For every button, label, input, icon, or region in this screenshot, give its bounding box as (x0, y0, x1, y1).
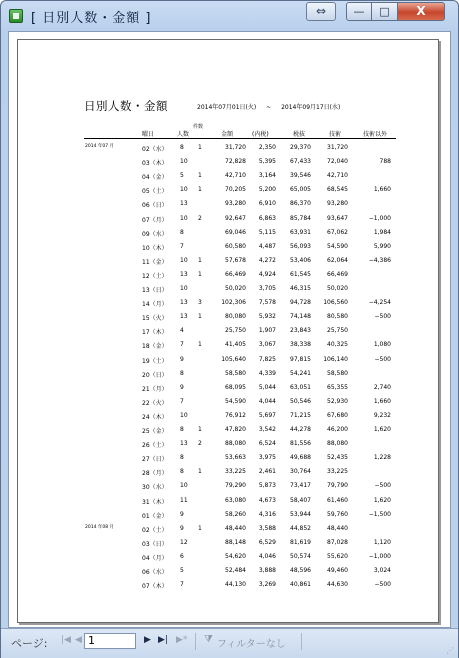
row-tax-ex: 53,944 (290, 510, 311, 518)
row-day: 21（月） (142, 385, 168, 393)
row-amount: 92,647 (225, 214, 246, 222)
row-tax-in: 5,115 (258, 228, 276, 236)
row-tax-in: 4,046 (258, 552, 276, 560)
row-day: 06（日） (142, 202, 168, 210)
row-count: 2 (198, 214, 202, 222)
row-tax-in: 3,164 (258, 172, 276, 180)
table-row (18, 384, 440, 398)
row-day: 27（日） (142, 456, 168, 464)
table-row (18, 271, 440, 285)
row-count: 1 (198, 186, 202, 194)
table-row (18, 313, 440, 327)
header-people: 人数 (177, 131, 190, 138)
row-amount: 60,580 (225, 242, 246, 250)
row-tax-ex: 48,596 (290, 567, 311, 574)
window-title: [ 日別人数・金額 ] (31, 11, 152, 26)
table-row (18, 327, 440, 341)
row-day: 12（土） (142, 272, 168, 280)
row-tax-in: 5,697 (258, 411, 276, 419)
row-day: 09（水） (142, 230, 168, 238)
row-amount: 68,095 (225, 383, 246, 391)
row-people: 13 (180, 313, 188, 321)
row-day: 14（月） (142, 301, 168, 309)
row-other: 1,660 (373, 397, 391, 405)
row-other: −1,000 (368, 214, 391, 222)
date-range (197, 102, 348, 111)
row-amount: 58,260 (225, 510, 246, 518)
row-tax-in: 4,924 (258, 270, 276, 278)
table-row (18, 567, 440, 581)
row-kc: 44,630 (327, 581, 348, 589)
row-amount: 52,484 (225, 567, 246, 574)
row-people: 10 (180, 256, 188, 264)
row-other: 1,984 (373, 228, 391, 236)
row-people: 10 (180, 158, 188, 166)
row-day: 05（土） (142, 188, 168, 196)
row-tax-ex: 53,406 (290, 256, 311, 264)
row-count: 1 (198, 256, 202, 264)
table-row (18, 186, 440, 200)
row-kc: 106,560 (323, 299, 348, 307)
row-tax-in: 5,044 (258, 383, 276, 391)
row-tax-ex: 85,784 (290, 214, 311, 222)
row-kc: 67,062 (327, 228, 348, 236)
row-other: 1,620 (373, 426, 391, 433)
row-amount: 31,720 (225, 144, 246, 151)
row-day: 01（金） (142, 512, 168, 520)
row-other: −500 (374, 581, 391, 589)
previous-page-icon[interactable]: ◀ (75, 635, 82, 645)
row-other: 5,990 (373, 242, 391, 250)
row-kc: 65,355 (327, 383, 348, 391)
minimize-button[interactable]: — (346, 2, 372, 21)
maximize-button[interactable]: □ (372, 2, 398, 21)
row-day: 03（日） (142, 540, 168, 548)
row-people: 4 (180, 327, 184, 335)
row-amount: 54,590 (225, 397, 246, 405)
row-tax-ex: 97,815 (290, 355, 311, 363)
row-amount: 88,080 (225, 440, 246, 448)
row-amount: 105,640 (221, 355, 246, 363)
row-people: 9 (180, 383, 184, 391)
row-people: 10 (180, 186, 188, 194)
header-tax-ex: 税抜 (293, 131, 306, 138)
row-tax-ex: 73,417 (290, 482, 311, 490)
row-amount: 53,663 (225, 454, 246, 462)
row-tax-ex: 63,051 (290, 383, 311, 391)
row-kc: 88,080 (327, 440, 348, 448)
row-tax-ex: 39,546 (290, 172, 311, 180)
row-day: 11（金） (142, 258, 168, 266)
row-other: 9,232 (373, 411, 391, 419)
last-page-icon[interactable]: ▶| (158, 635, 168, 645)
row-day: 31（木） (142, 498, 168, 506)
row-kc: 40,325 (327, 341, 348, 349)
header-kc: 技術 (329, 131, 342, 138)
row-kc: 93,280 (327, 200, 348, 208)
row-other: 1,080 (373, 341, 391, 349)
row-amount: 33,225 (225, 468, 246, 476)
row-tax-in: 4,316 (258, 510, 276, 518)
row-people: 8 (180, 369, 184, 377)
row-people: 12 (180, 538, 188, 546)
row-people: 8 (180, 228, 184, 236)
row-tax-in: 5,873 (258, 482, 276, 490)
row-people: 13 (180, 440, 188, 448)
row-tax-ex: 40,861 (290, 581, 311, 589)
row-people: 8 (180, 144, 184, 151)
table-row (18, 356, 440, 370)
table-row (18, 553, 440, 567)
row-tax-in: 2,350 (258, 144, 276, 151)
status-separator (195, 633, 196, 650)
row-people: 7 (180, 581, 184, 589)
row-tax-in: 4,487 (258, 242, 276, 250)
row-other: −500 (374, 355, 391, 363)
table-row (18, 172, 440, 186)
row-amount: 57,678 (225, 256, 246, 264)
row-tax-ex: 38,338 (290, 341, 311, 349)
row-kc: 55,620 (327, 552, 348, 560)
row-day: 10（木） (142, 244, 168, 252)
close-button[interactable]: X (398, 2, 445, 21)
row-tax-in: 4,044 (258, 397, 276, 405)
row-kc: 93,647 (327, 214, 348, 222)
row-tax-in: 3,588 (258, 524, 276, 532)
restore-window-tab-icon[interactable]: ⇔ (306, 2, 336, 21)
row-count: 1 (198, 468, 202, 476)
date-to: 2014年09月17日(水) (281, 104, 341, 111)
resize-grip-icon[interactable]: ⋰ (446, 646, 454, 655)
table-row (18, 370, 440, 384)
table-row (18, 539, 440, 553)
row-kc: 67,680 (327, 411, 348, 419)
row-tax-ex: 44,278 (290, 426, 311, 433)
row-amount: 41,405 (225, 341, 246, 349)
row-people: 7 (180, 242, 184, 250)
row-people: 8 (180, 454, 184, 462)
row-day: 07（木） (142, 583, 168, 591)
row-count: 1 (198, 313, 202, 321)
filter-status-button[interactable]: フィルターなし (217, 639, 286, 650)
row-tax-ex: 65,005 (290, 186, 311, 194)
table-row (18, 412, 440, 426)
row-day: 22（火） (142, 399, 168, 407)
row-kc: 31,720 (327, 144, 348, 151)
row-people: 10 (180, 285, 188, 292)
row-tax-in: 1,907 (258, 327, 276, 335)
row-count: 2 (198, 440, 202, 448)
table-row (18, 285, 440, 299)
table-row (18, 144, 440, 158)
first-page-icon[interactable]: |◀ (61, 635, 71, 645)
filter-icon: ⧩ (204, 634, 213, 645)
row-people: 11 (180, 496, 188, 504)
row-people: 13 (180, 200, 188, 208)
app-icon (9, 9, 23, 23)
row-people: 8 (180, 468, 184, 476)
row-amount: 54,620 (225, 552, 246, 560)
row-day: 15（火） (142, 315, 168, 323)
row-tax-ex: 56,093 (290, 242, 311, 250)
row-tax-in: 3,888 (258, 567, 276, 574)
row-people: 5 (180, 172, 184, 180)
table-row (18, 243, 440, 257)
row-kc: 59,760 (327, 510, 348, 518)
row-people: 10 (180, 482, 188, 490)
row-other: −4,254 (368, 299, 391, 307)
row-kc: 52,930 (327, 397, 348, 405)
table-row (18, 497, 440, 511)
table-row (18, 299, 440, 313)
row-kc: 72,040 (327, 158, 348, 166)
row-tax-ex: 50,546 (290, 397, 311, 405)
next-page-icon[interactable]: ▶ (144, 635, 151, 645)
row-day: 24（木） (142, 413, 168, 421)
row-other: −500 (374, 313, 391, 321)
row-day: 07（月） (142, 216, 168, 224)
row-amount: 80,080 (225, 313, 246, 321)
row-people: 13 (180, 299, 188, 307)
month-label-july: 2014 年07 月 (85, 144, 115, 149)
month-label-august: 2014 年08 月 (85, 525, 115, 530)
row-count: 1 (198, 341, 202, 349)
row-kc: 58,580 (327, 369, 348, 377)
row-amount: 25,750 (225, 327, 246, 335)
row-amount: 69,046 (225, 228, 246, 236)
row-day: 26（土） (142, 442, 168, 450)
table-row (18, 454, 440, 468)
table-row (18, 581, 440, 595)
row-tax-ex: 29,370 (290, 144, 311, 151)
row-amount: 50,020 (225, 285, 246, 292)
row-count: 3 (198, 299, 202, 307)
row-tax-in: 5,932 (258, 313, 276, 321)
row-tax-ex: 86,370 (290, 200, 311, 208)
table-row (18, 257, 440, 271)
row-other: 1,120 (373, 538, 391, 546)
row-tax-in: 3,067 (258, 341, 276, 349)
row-kc: 68,545 (327, 186, 348, 194)
row-tax-ex: 81,619 (290, 538, 311, 546)
row-tax-ex: 49,688 (290, 454, 311, 462)
row-kc: 33,225 (327, 468, 348, 476)
row-count: 1 (198, 172, 202, 180)
row-other: 2,740 (373, 383, 391, 391)
row-kc: 66,469 (327, 270, 348, 278)
row-kc: 87,028 (327, 538, 348, 546)
report-title: 日別人数・金額 (84, 99, 168, 113)
page-label: ページ: (11, 637, 48, 650)
report-page (17, 39, 439, 623)
row-day: 18（金） (142, 343, 168, 351)
row-amount: 58,580 (225, 369, 246, 377)
table-row (18, 229, 440, 243)
page-number-input[interactable]: 1 (84, 633, 136, 649)
table-row (18, 468, 440, 482)
row-tax-in: 3,705 (258, 285, 276, 292)
row-tax-ex: 81,556 (290, 440, 311, 448)
table-row (18, 398, 440, 412)
row-day: 25（金） (142, 428, 168, 435)
row-count: 1 (198, 524, 202, 532)
row-count: 1 (198, 270, 202, 278)
row-tax-in: 6,910 (258, 200, 276, 208)
row-amount: 66,469 (225, 270, 246, 278)
row-other: −1,000 (368, 552, 391, 560)
row-day: 02（水） (142, 146, 168, 153)
header-other: 技術以外 (363, 131, 388, 138)
row-other: 3,024 (373, 567, 391, 574)
row-tax-ex: 67,433 (290, 158, 311, 166)
row-tax-ex: 23,843 (290, 327, 311, 335)
row-people: 7 (180, 341, 184, 349)
row-people: 10 (180, 214, 188, 222)
row-amount: 79,290 (225, 482, 246, 490)
row-day: 30（水） (142, 484, 168, 492)
row-tax-in: 5,200 (258, 186, 276, 194)
row-day: 28（月） (142, 470, 168, 478)
row-tax-in: 7,825 (258, 355, 276, 363)
row-amount: 72,828 (225, 158, 246, 166)
row-day: 04（月） (142, 554, 168, 562)
row-tax-in: 5,395 (258, 158, 276, 166)
row-tax-ex: 61,545 (290, 270, 311, 278)
row-people: 10 (180, 411, 188, 419)
row-amount: 48,440 (225, 524, 246, 532)
row-amount: 102,306 (221, 299, 246, 307)
row-people: 7 (180, 397, 184, 405)
row-tax-in: 4,339 (258, 369, 276, 377)
row-people: 9 (180, 524, 184, 532)
header-divider (84, 138, 396, 139)
row-tax-ex: 94,728 (290, 299, 311, 307)
table-row (18, 200, 440, 214)
record-navigation-bar (1, 628, 458, 658)
row-tax-in: 4,272 (258, 256, 276, 264)
row-people: 9 (180, 355, 184, 363)
row-amount: 47,820 (225, 426, 246, 433)
row-kc: 62,064 (327, 256, 348, 264)
table-row (18, 426, 440, 440)
row-tax-ex: 30,764 (290, 468, 311, 476)
row-kc: 49,460 (327, 567, 348, 574)
row-other: 1,228 (373, 454, 391, 462)
row-amount: 63,080 (225, 496, 246, 504)
report-preview-area[interactable] (8, 31, 451, 628)
header-amount: 金額 (221, 131, 234, 138)
row-kc: 42,710 (327, 172, 348, 180)
row-tax-ex: 46,315 (290, 285, 311, 292)
new-record-icon[interactable]: ▶* (176, 635, 188, 645)
table-row (18, 440, 440, 454)
header-tax-in: (内税) (252, 131, 269, 138)
row-tax-ex: 71,215 (290, 411, 311, 419)
row-kc: 61,460 (327, 496, 348, 504)
row-tax-in: 6,863 (258, 214, 276, 222)
row-tax-in: 6,529 (258, 538, 276, 546)
row-tax-in: 3,975 (258, 454, 276, 462)
row-amount: 93,280 (225, 200, 246, 208)
row-other: 1,660 (373, 186, 391, 194)
row-day: 20（日） (142, 371, 168, 379)
row-kc: 52,435 (327, 454, 348, 462)
header-count: 件数 (193, 124, 204, 130)
row-people: 9 (180, 510, 184, 518)
row-amount: 88,148 (225, 538, 246, 546)
date-separator: ~ (266, 104, 272, 111)
row-amount: 42,710 (225, 172, 246, 180)
table-row (18, 158, 440, 172)
table-row (18, 511, 440, 525)
row-other: −1,500 (368, 510, 391, 518)
row-kc: 25,750 (327, 327, 348, 335)
row-kc: 54,590 (327, 242, 348, 250)
row-tax-in: 7,578 (258, 299, 276, 307)
row-tax-ex: 58,407 (290, 496, 311, 504)
row-count: 1 (198, 426, 202, 433)
row-day: 13（日） (142, 287, 168, 294)
row-day: 02（土） (142, 526, 168, 534)
status-separator-2 (301, 633, 302, 650)
row-people: 5 (180, 567, 184, 574)
row-people: 8 (180, 426, 184, 433)
row-count: 1 (198, 144, 202, 151)
row-tax-in: 6,524 (258, 440, 276, 448)
row-tax-ex: 54,241 (290, 369, 311, 377)
row-other: −4,386 (368, 256, 391, 264)
table-row (18, 482, 440, 496)
title-bar[interactable] (1, 1, 458, 31)
table-row (18, 341, 440, 355)
row-day: 03（木） (142, 160, 168, 168)
row-amount: 76,912 (225, 411, 246, 419)
row-other: −500 (374, 482, 391, 490)
row-kc: 106,140 (323, 355, 348, 363)
row-tax-in: 4,673 (258, 496, 276, 504)
date-from: 2014年07月01日(火) (197, 104, 257, 111)
table-row (18, 215, 440, 229)
header-day: 曜日 (142, 131, 155, 138)
row-tax-ex: 74,148 (290, 313, 311, 321)
row-amount: 44,130 (225, 581, 246, 589)
row-kc: 50,020 (327, 285, 348, 292)
row-tax-ex: 44,852 (290, 524, 311, 532)
row-kc: 79,790 (327, 482, 348, 490)
row-kc: 80,580 (327, 313, 348, 321)
row-people: 6 (180, 552, 184, 560)
row-tax-ex: 50,574 (290, 552, 311, 560)
row-day: 17（木） (142, 329, 168, 337)
row-day: 04（金） (142, 174, 168, 182)
row-amount: 70,205 (225, 186, 246, 194)
row-tax-in: 3,542 (258, 426, 276, 433)
row-tax-in: 3,269 (258, 581, 276, 589)
row-people: 13 (180, 270, 188, 278)
row-kc: 48,440 (327, 524, 348, 532)
row-day: 06（水） (142, 569, 168, 576)
row-tax-in: 2,461 (258, 468, 276, 476)
table-row (18, 525, 440, 539)
row-other: 788 (379, 158, 391, 166)
row-kc: 46,200 (327, 426, 348, 433)
row-day: 19（土） (142, 357, 168, 365)
row-other: 1,620 (373, 496, 391, 504)
row-tax-ex: 63,931 (290, 228, 311, 236)
